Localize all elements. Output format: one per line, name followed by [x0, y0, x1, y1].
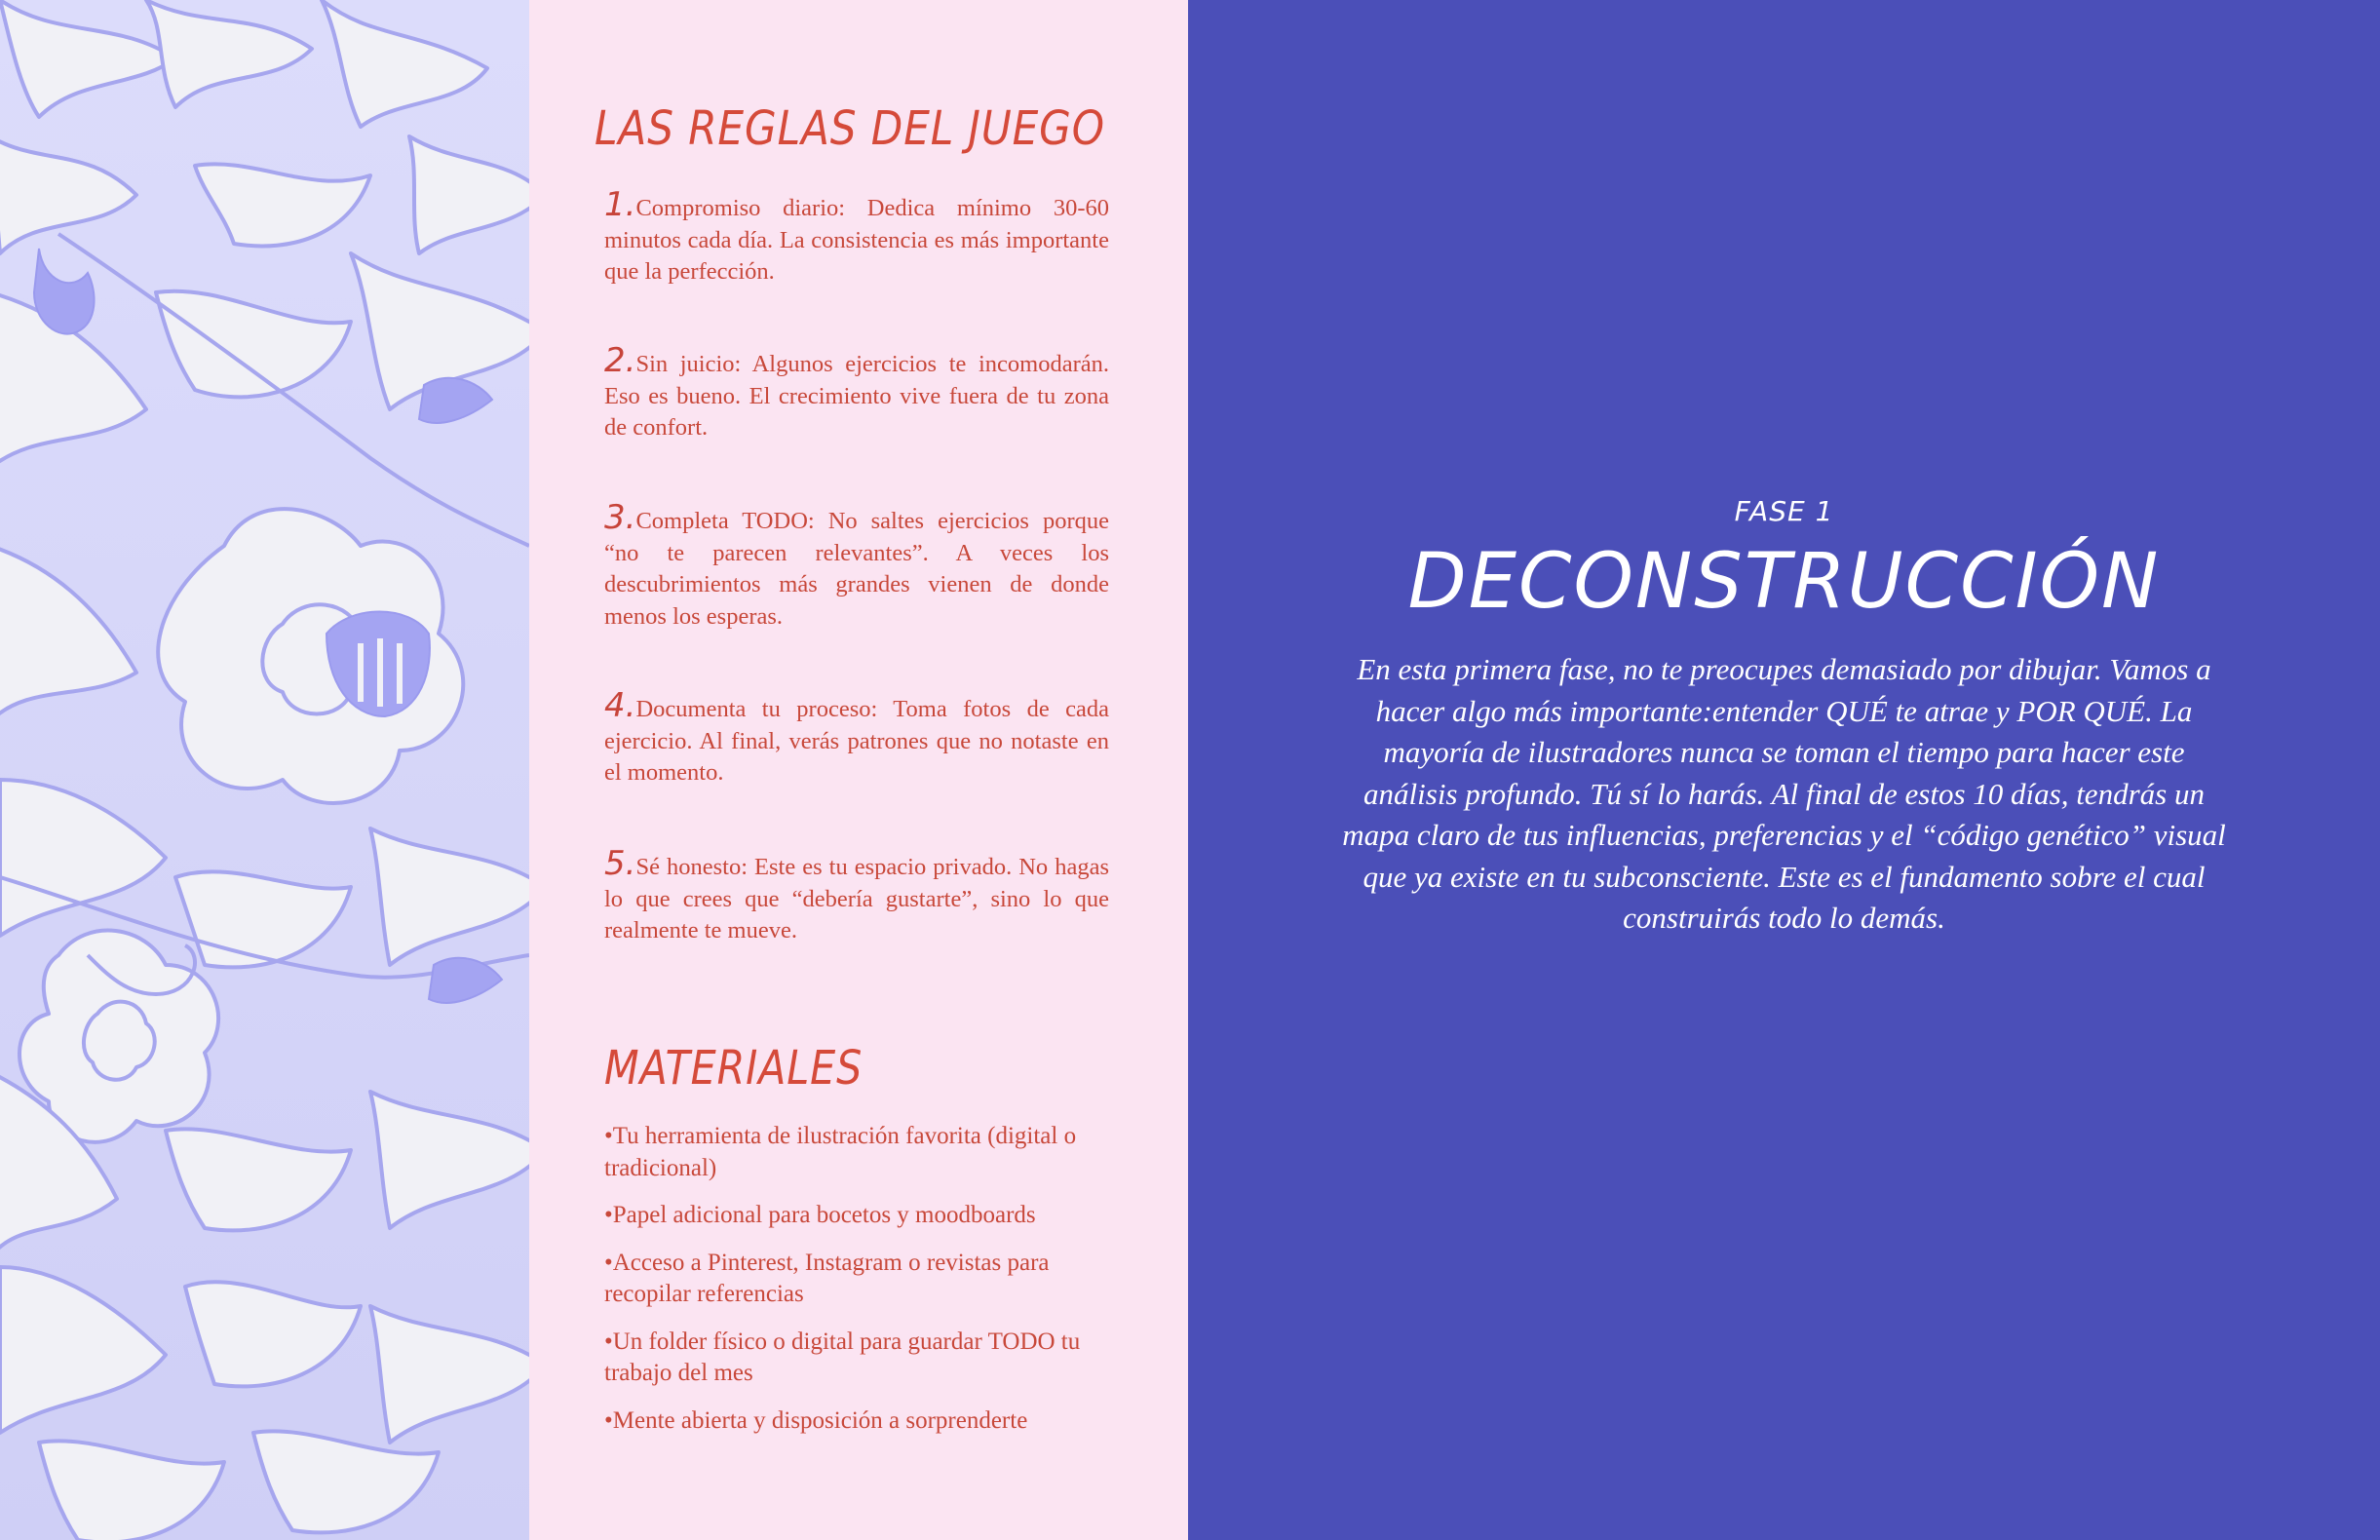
rule-number: 3.	[604, 498, 636, 537]
floral-pattern-illustration	[0, 0, 529, 1540]
rule-text: Compromiso diario: Dedica mínimo 30-60 minutos cada día. La consistencia es más importante que la perfección.	[604, 195, 1109, 285]
rule-text: Documenta tu proceso: Toma fotos de cada ejercicio. Al final, verás patrones que no notaste en el momento.	[604, 696, 1109, 786]
materials-list	[604, 1121, 1131, 1452]
rule-item-2	[604, 341, 1109, 444]
rule-number: 1.	[604, 185, 636, 224]
rule-number: 5.	[604, 844, 636, 883]
materials-heading: MATERIALES	[604, 1041, 864, 1096]
rule-text: Sé honesto: Este es tu espacio privado. No hagas lo que crees que “debería gustarte”, sino lo que realmente te mueve.	[604, 854, 1109, 943]
materials-item: •Un folder físico o digital para guardar TODO tu trabajo del mes	[604, 1328, 1081, 1386]
rule-number: 4.	[604, 686, 636, 725]
rule-text: Sin juicio: Algunos ejercicios te incomodarán. Eso es bueno. El crecimiento vive fuera de tu zona de confort.	[604, 351, 1109, 441]
rule-item-1	[604, 185, 1109, 289]
materials-item: •Mente abierta y disposición a sorprenderte	[604, 1406, 1028, 1434]
phase-description: En esta primera fase, no te preocupes demasiado por dibujar. Vamos a hacer algo más importante:entender QUÉ te atrae y POR QUÉ. La mayoría de ilustradores nunca se toman el tiempo para hacer este análisis profundo. Tú sí lo harás. Al final de estos 10 días, tendrás un mapa claro de tus influencias, preferencias y el “código genético” visual que ya existe en tu subconsciente. Este es el fundamento sobre el cual construirás todo lo demás.	[1342, 652, 2226, 935]
rule-item-3	[604, 498, 1109, 633]
rule-item-5	[604, 844, 1109, 947]
phase-page	[1188, 0, 2380, 1540]
phase-title: DECONSTRUCCIÓN	[1407, 538, 2161, 626]
rules-page	[529, 0, 1188, 1540]
floral-pattern-panel	[0, 0, 529, 1540]
materials-item: •Tu herramienta de ilustración favorita (digital o tradicional)	[604, 1123, 1077, 1181]
phase-label: FASE 1	[1734, 495, 1834, 527]
rule-number: 2.	[604, 341, 636, 380]
rules-heading: LAS REGLAS DEL JUEGO	[595, 101, 1105, 156]
rule-text: Completa TODO: No saltes ejercicios porque “no te parecen relevantes”. A veces los descubrimientos más grandes vienen de donde menos los esperas.	[604, 508, 1109, 630]
materials-item: •Acceso a Pinterest, Instagram o revistas para recopilar referencias	[604, 1249, 1050, 1307]
materials-item: •Papel adicional para bocetos y moodboards	[604, 1202, 1036, 1228]
rule-item-4	[604, 686, 1109, 789]
